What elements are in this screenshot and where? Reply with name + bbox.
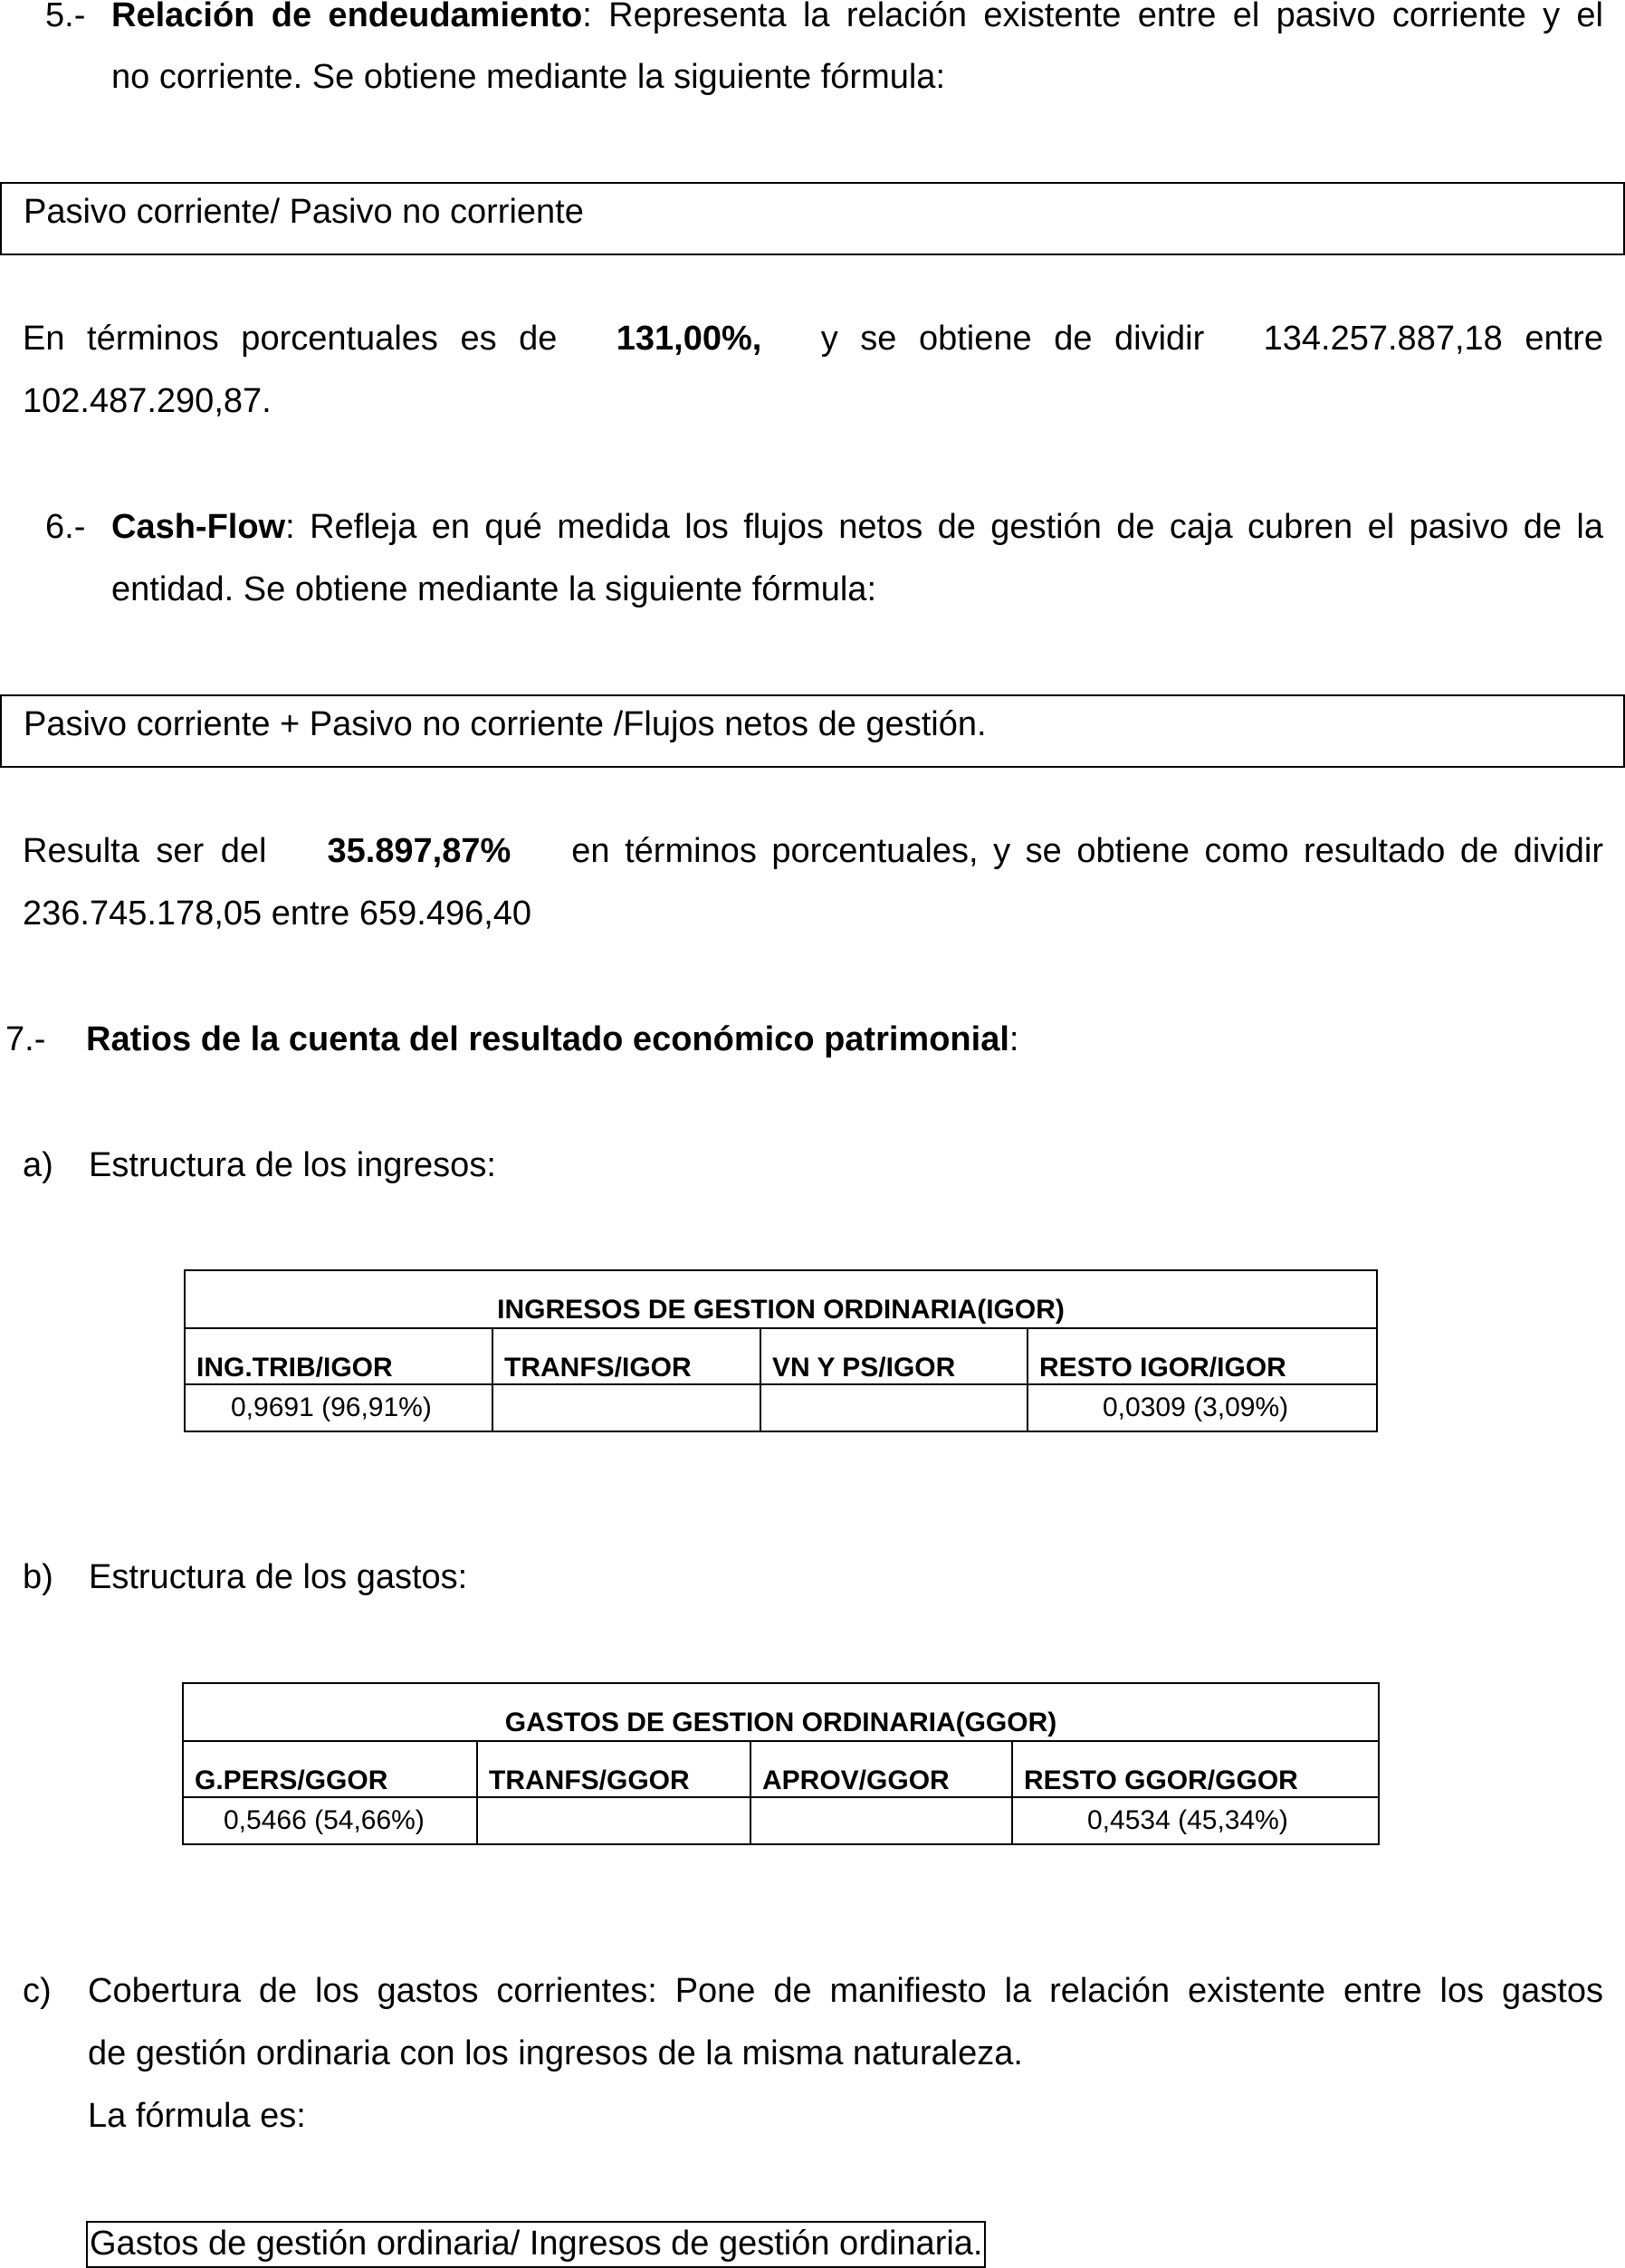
expense-value-cell (477, 1797, 750, 1844)
expense-col-header: TRANFS/GGOR (477, 1741, 750, 1797)
sec5-result-text-c: 134.257.887,18 entre (1263, 320, 1603, 358)
sec7-heading (86, 1019, 1018, 1060)
sec7-number: 7.- (5, 1020, 46, 1058)
expense-value-cell: 0,4534 (45,34%) (1012, 1797, 1379, 1844)
sub-b-letter: b) (23, 1558, 53, 1596)
income-col-header: RESTO IGOR/IGOR (1028, 1328, 1377, 1384)
expense-col-header: APROV/GGOR (750, 1741, 1012, 1797)
income-structure-table (184, 1269, 1378, 1432)
sub-c-letter: c) (23, 1972, 52, 2010)
sec6-result-text-a: Resulta ser del (23, 832, 267, 870)
expense-value-cell: 0,5466 (54,66%) (183, 1797, 477, 1844)
sec7-colon: : (1008, 1020, 1019, 1058)
sec5-result-line2: 102.487.290,87. (23, 382, 272, 420)
expense-value-cell (750, 1797, 1012, 1844)
sec6-formula: Pasivo corriente + Pasivo no corriente /Flujos netos de gestión. (24, 705, 987, 743)
sec6-intro-line2: entidad. Se obtiene mediante la siguiente fórmula: (111, 570, 876, 608)
income-col-header: TRANFS/IGOR (492, 1328, 760, 1384)
income-table-header: INGRESOS DE GESTION ORDINARIA(IGOR) (185, 1270, 1377, 1328)
income-value-cell: 0,0309 (3,09%) (1028, 1384, 1377, 1431)
income-value-cell (760, 1384, 1028, 1431)
expense-structure-table (182, 1682, 1380, 1845)
sub-b-title: Estructura de los gastos: (89, 1558, 468, 1596)
income-value-cell: 0,9691 (96,91%) (185, 1384, 492, 1431)
sec5-intro-rest: : Representa la relación existente entre el pasivo corriente y el (582, 0, 1603, 34)
sec6-result-line2: 236.745.178,05 entre 659.496,40 (23, 895, 532, 933)
sec5-intro-line1 (111, 0, 1603, 36)
expense-table-header: GASTOS DE GESTION ORDINARIA(GGOR) (183, 1683, 1379, 1741)
sec7-title: Ratios de la cuenta del resultado económico patrimonial (86, 1020, 1009, 1058)
sec5-result-line1 (23, 318, 1603, 359)
sub-c-line3: La fórmula es: (88, 2097, 306, 2135)
expense-col-header: G.PERS/GGOR (183, 1741, 477, 1797)
sec5-formula-box (0, 182, 1625, 255)
sub-c-line2: de gestión ordinaria con los ingresos de la misma naturaleza. (88, 2034, 1023, 2072)
sec5-result-text-a: En términos porcentuales es de (23, 320, 558, 358)
sec6-term: Cash-Flow (111, 508, 286, 546)
income-value-cell (492, 1384, 760, 1431)
sec6-intro-rest: : Refleja en qué medida los flujos netos de gestión de caja cubren el pasivo de la (285, 508, 1603, 546)
sub-c-formula-box (86, 2221, 986, 2268)
sec6-result-line1 (23, 830, 1603, 872)
sub-a-title: Estructura de los ingresos: (89, 1146, 496, 1184)
sec6-result-text-b: en términos porcentuales, y se obtiene como resultado de dividir (571, 832, 1603, 870)
sec5-formula: Pasivo corriente/ Pasivo no corriente (24, 193, 584, 231)
income-col-header: ING.TRIB/IGOR (185, 1328, 492, 1384)
sec5-result-value: 131,00%, (616, 320, 762, 358)
sec6-number: 6.- (45, 508, 86, 546)
sec6-result-value: 35.897,87% (327, 832, 511, 870)
sub-a-letter: a) (23, 1146, 53, 1184)
income-col-header: VN Y PS/IGOR (760, 1328, 1028, 1384)
sec5-result-text-b: y se obtiene de dividir (820, 320, 1205, 358)
expense-col-header: RESTO GGOR/GGOR (1012, 1741, 1379, 1797)
sub-c-formula: Gastos de gestión ordinaria/ Ingresos de gestión ordinaria. (90, 2225, 983, 2263)
sec5-intro-line2: no corriente. Se obtiene mediante la siguiente fórmula: (111, 58, 945, 96)
sec6-intro-line1 (111, 506, 1603, 548)
sec5-number: 5.- (45, 0, 86, 34)
sub-c-line1: Cobertura de los gastos corrientes: Pone de manifiesto la relación existente entre los gastos (88, 1972, 1603, 2010)
sec6-formula-box (0, 694, 1625, 768)
sec5-term: Relación de endeudamiento (111, 0, 583, 34)
